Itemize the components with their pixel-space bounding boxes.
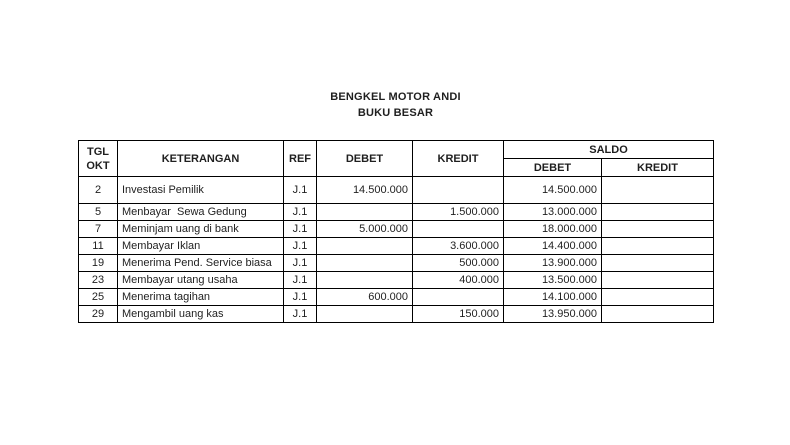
table-row xyxy=(79,177,714,204)
cell-ref: J.1 xyxy=(284,255,317,272)
cell-keterangan: Mengambil uang kas xyxy=(118,306,284,323)
header-saldo-kredit: KREDIT xyxy=(602,159,714,177)
report-header xyxy=(78,89,713,121)
cell-saldo-debet: 14.500.000 xyxy=(504,177,602,204)
cell-tgl: 23 xyxy=(79,272,118,289)
cell-tgl: 11 xyxy=(79,238,118,255)
cell-keterangan: Menerima tagihan xyxy=(118,289,284,306)
cell-kredit xyxy=(413,221,504,238)
table-row xyxy=(79,221,714,238)
header-kredit: KREDIT xyxy=(413,141,504,177)
cell-tgl: 19 xyxy=(79,255,118,272)
cell-ref: J.1 xyxy=(284,272,317,289)
table-row xyxy=(79,272,714,289)
cell-debet xyxy=(317,238,413,255)
company-title: BENGKEL MOTOR ANDI xyxy=(330,91,461,103)
cell-saldo-debet: 18.000.000 xyxy=(504,221,602,238)
cell-saldo-kredit xyxy=(602,204,714,221)
cell-ref: J.1 xyxy=(284,177,317,204)
header-tgl-okt xyxy=(79,141,118,177)
header-ref: REF xyxy=(284,141,317,177)
cell-debet xyxy=(317,306,413,323)
cell-keterangan: Menerima Pend. Service biasa xyxy=(118,255,284,272)
cell-kredit: 400.000 xyxy=(413,272,504,289)
header-row-1 xyxy=(79,141,714,159)
cell-saldo-kredit xyxy=(602,221,714,238)
cell-keterangan: Membayar utang usaha xyxy=(118,272,284,289)
cell-saldo-debet: 13.950.000 xyxy=(504,306,602,323)
cell-saldo-debet: 13.900.000 xyxy=(504,255,602,272)
cell-keterangan: Membayar Iklan xyxy=(118,238,284,255)
cell-debet: 5.000.000 xyxy=(317,221,413,238)
cell-kredit: 3.600.000 xyxy=(413,238,504,255)
cell-tgl: 5 xyxy=(79,204,118,221)
cell-tgl: 2 xyxy=(79,177,118,204)
table-row xyxy=(79,306,714,323)
cell-debet xyxy=(317,204,413,221)
report-title: BUKU BESAR xyxy=(357,107,434,119)
cell-ref: J.1 xyxy=(284,204,317,221)
ledger-table-body xyxy=(79,177,714,323)
header-debet: DEBET xyxy=(317,141,413,177)
cell-saldo-debet: 14.100.000 xyxy=(504,289,602,306)
cell-tgl: 7 xyxy=(79,221,118,238)
cell-saldo-kredit xyxy=(602,272,714,289)
cell-debet: 14.500.000 xyxy=(317,177,413,204)
cell-tgl: 25 xyxy=(79,289,118,306)
cell-kredit: 150.000 xyxy=(413,306,504,323)
cell-debet xyxy=(317,255,413,272)
cell-kredit: 500.000 xyxy=(413,255,504,272)
cell-debet: 600.000 xyxy=(317,289,413,306)
table-row xyxy=(79,289,714,306)
cell-saldo-kredit xyxy=(602,306,714,323)
cell-saldo-kredit xyxy=(602,177,714,204)
cell-ref: J.1 xyxy=(284,221,317,238)
cell-saldo-debet: 13.500.000 xyxy=(504,272,602,289)
table-row xyxy=(79,255,714,272)
header-tgl-line1: TGL xyxy=(87,145,109,158)
table-row xyxy=(79,238,714,255)
header-saldo: SALDO xyxy=(504,141,714,159)
cell-saldo-debet: 14.400.000 xyxy=(504,238,602,255)
cell-keterangan: Menbayar Sewa Gedung xyxy=(118,204,284,221)
header-saldo-debet: DEBET xyxy=(504,159,602,177)
cell-saldo-kredit xyxy=(602,238,714,255)
cell-kredit: 1.500.000 xyxy=(413,204,504,221)
cell-saldo-debet: 13.000.000 xyxy=(504,204,602,221)
header-keterangan: KETERANGAN xyxy=(118,141,284,177)
cell-kredit xyxy=(413,289,504,306)
cell-kredit xyxy=(413,177,504,204)
cell-saldo-kredit xyxy=(602,289,714,306)
cell-debet xyxy=(317,272,413,289)
cell-saldo-kredit xyxy=(602,255,714,272)
header-tgl-line2: OKT xyxy=(86,159,110,172)
ledger-table xyxy=(78,140,714,323)
cell-keterangan: Meminjam uang di bank xyxy=(118,221,284,238)
table-row xyxy=(79,204,714,221)
cell-ref: J.1 xyxy=(284,289,317,306)
cell-ref: J.1 xyxy=(284,306,317,323)
cell-tgl: 29 xyxy=(79,306,118,323)
cell-ref: J.1 xyxy=(284,238,317,255)
cell-keterangan: Investasi Pemilik xyxy=(118,177,284,204)
